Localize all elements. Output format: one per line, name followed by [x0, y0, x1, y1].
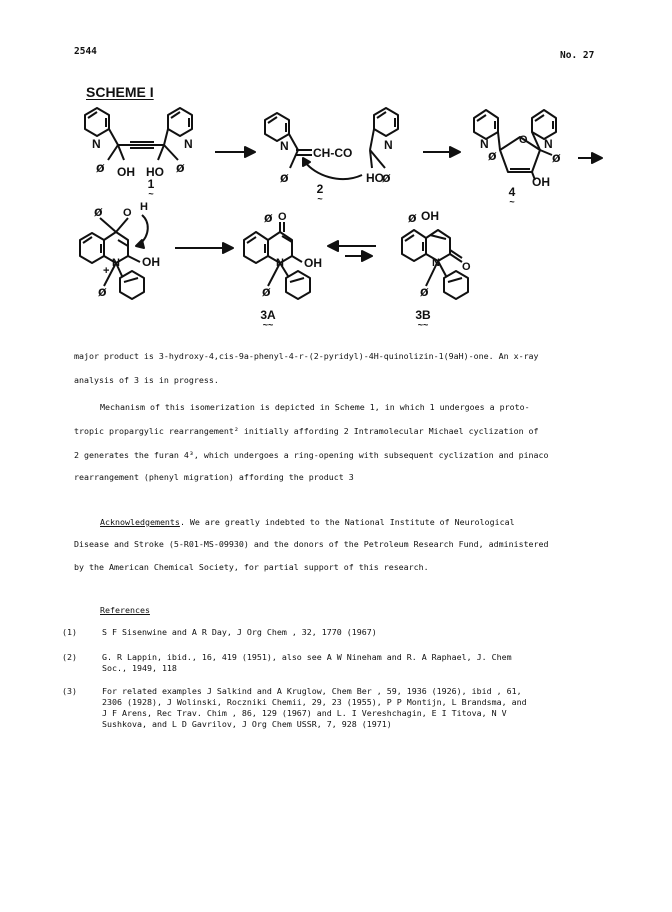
oxygen-atom: O [462, 261, 471, 273]
body-line: analysis of 3 is in progress. [74, 375, 219, 385]
acknowledgements [100, 515, 515, 530]
hydroxyl-label: OH [117, 165, 135, 179]
hydroxyl-label: OH [142, 255, 160, 269]
reference-text: 2306 (1928), J Wolinski, Roczniki Chemii, 29, 23 (1955), P P Montijn, L Brandsma, and [102, 697, 527, 707]
n-atom: N [544, 137, 553, 151]
reference-text: Sushkova, and L D Gavrilov, J Org Chem USSR, 7, 928 (1971) [102, 719, 392, 729]
phenyl-label: ø [96, 159, 105, 175]
phenyl-label: ø [408, 209, 417, 225]
oxygen-atom: O [123, 207, 132, 219]
hydroxyl-label: OH [421, 209, 439, 223]
compound-3b-label: 3B ~~ [415, 308, 431, 330]
hydrogen-atom: H [140, 201, 148, 213]
reference-item [62, 652, 622, 678]
phenyl-label: ø [280, 169, 289, 185]
phenyl-label: ø [176, 159, 185, 175]
scheme-title: SCHEME I [86, 84, 154, 100]
hydroxyl-label: OH [304, 256, 322, 270]
n-atom: N [432, 257, 440, 269]
page-number: 2544 [74, 46, 97, 57]
ack-line: by the American Chemical Society, for partial support of this research. [74, 562, 429, 572]
ack-heading: Acknowledgements [100, 517, 180, 527]
oxygen-atom: O [519, 134, 528, 146]
phenyl-label: ø [262, 283, 271, 299]
phenyl-label: ø [98, 283, 107, 299]
hydroxyl-label: HO [366, 171, 384, 185]
reference-text: Soc., 1949, 118 [102, 663, 177, 673]
compound-1-label: 1 ~ [147, 177, 155, 199]
compound-3a-label: 3A ~~ [260, 308, 276, 330]
phenyl-label: ø [382, 169, 391, 185]
ack-text: . We are greatly indebted to the National Institute of Neurological [179, 517, 515, 527]
n-atom: N [92, 137, 101, 151]
body-line: rearrangement (phenyl migration) affording the product 3 [74, 472, 354, 482]
body-line: 2 generates the furan 4³, which undergoes a ring-opening with subsequent cyclization and pinaco [74, 450, 549, 460]
charge-label: + [103, 265, 110, 277]
reference-text: S F Sisenwine and A R Day, J Org Chem , 32, 1770 (1967) [102, 627, 377, 637]
reference-number: (2) [62, 652, 77, 662]
n-atom: N [280, 139, 289, 153]
compound-1-structure [85, 108, 192, 160]
hydroxyl-label: HO [146, 165, 164, 179]
hydroxyl-label: OH [532, 175, 550, 189]
body-line: tropic propargylic rearrangement² initially affording 2 Intramolecular Michael cyclization of [74, 426, 539, 436]
n-atom: N [112, 257, 120, 269]
phenyl-label: ø [94, 203, 103, 219]
body-line: major product is 3-hydroxy-4,cis-9a-phenyl-4-r-(2-pyridyl)-4H-quinolizin-1(9aH)-one. An x-ray [74, 351, 539, 361]
reference-item [62, 686, 622, 734]
phenyl-label: ø [420, 283, 429, 299]
n-atom: N [384, 138, 393, 152]
n-atom: N [276, 257, 284, 269]
reference-number: (3) [62, 686, 77, 696]
reference-item [62, 627, 622, 641]
oxygen-atom: O [278, 211, 287, 223]
references-heading: References [100, 605, 150, 615]
phenyl-label: ø [264, 209, 273, 225]
n-atom: N [480, 137, 489, 151]
reference-number: (1) [62, 627, 77, 637]
compound-2-label: 2 ~ [316, 182, 324, 204]
reaction-scheme [0, 0, 672, 340]
phenyl-label: ø [488, 147, 497, 163]
n-atom: N [184, 137, 193, 151]
ack-line: Disease and Stroke (5-R01-MS-09930) and the donors of the Petroleum Research Fund, administered [74, 539, 549, 549]
body-line: Mechanism of this isomerization is depicted in Scheme 1, in which 1 undergoes a proto- [100, 402, 530, 412]
reference-text: G. R Lappin, ibid., 16, 419 (1951), also see A W Nineham and R. A Raphael, J. Chem [102, 652, 512, 662]
ch-co-label: CH-CO [313, 146, 353, 160]
reference-text: J F Arens, Rec Trav. Chim , 86, 129 (1967) and L. I Vereshchagin, E I Titova, N V [102, 708, 507, 718]
phenyl-label: ø [552, 149, 561, 165]
reference-text: For related examples J Salkind and A Kruglow, Chem Ber , 59, 1936 (1926), ibid , 61, [102, 686, 522, 696]
compound-4-label: 4 ~ [508, 185, 516, 207]
journal-issue: No. 27 [560, 50, 595, 61]
